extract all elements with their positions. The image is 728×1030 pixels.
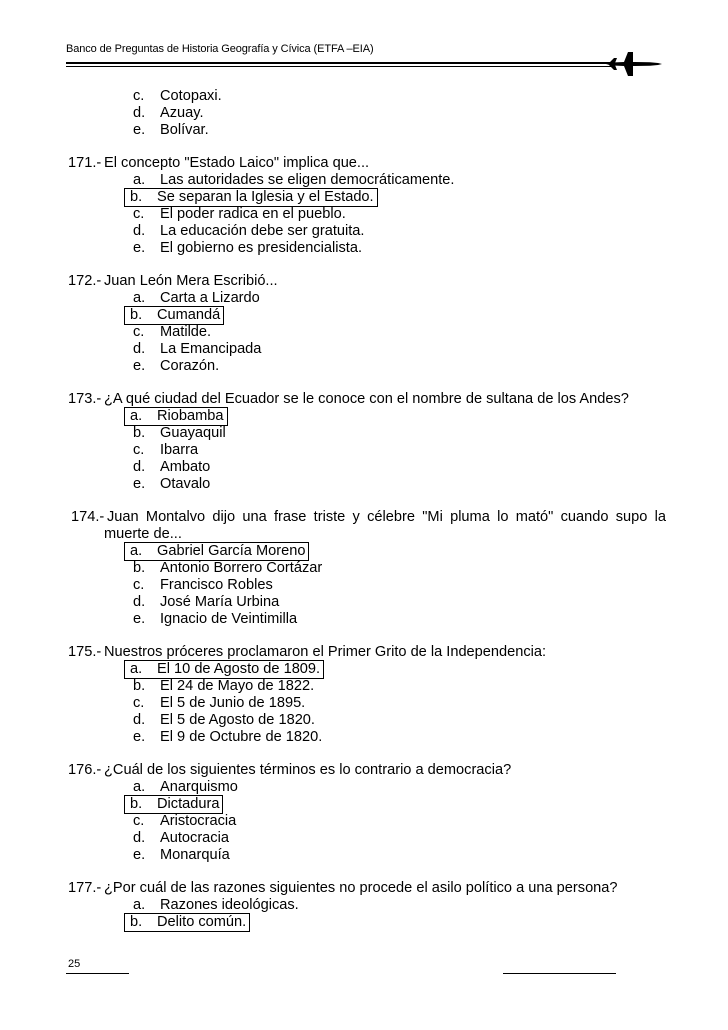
answer-option bbox=[68, 358, 666, 375]
option-list bbox=[68, 779, 666, 864]
option-text: Francisco Robles bbox=[160, 577, 273, 593]
continued-options bbox=[68, 88, 666, 139]
option-list bbox=[68, 88, 666, 139]
question-text: ¿Cuál de los siguientes términos es lo contrario a democracia? bbox=[104, 762, 512, 778]
option-text-wrap bbox=[128, 223, 364, 240]
correct-answer-box bbox=[125, 189, 377, 206]
question-number: 172.- bbox=[68, 273, 102, 289]
option-text: Cumandá bbox=[157, 307, 221, 323]
option-text: Anarquismo bbox=[160, 779, 238, 795]
correct-answer-box bbox=[125, 914, 249, 931]
answer-option bbox=[68, 914, 666, 931]
question-text: Juan Montalvo dijo una frase triste y célebre "Mi pluma lo mató" cuando supo la muerte de... bbox=[104, 509, 666, 542]
option-text: Guayaquil bbox=[160, 425, 226, 441]
correct-answer-box bbox=[125, 543, 308, 560]
question-stem bbox=[68, 273, 666, 290]
option-letter: d. bbox=[133, 712, 146, 728]
option-letter: d. bbox=[133, 594, 146, 610]
answer-option bbox=[68, 779, 666, 796]
option-text-wrap bbox=[128, 847, 230, 864]
option-letter: a. bbox=[133, 172, 146, 188]
option-text-wrap bbox=[128, 459, 210, 476]
option-list bbox=[68, 172, 666, 257]
option-text-wrap bbox=[128, 813, 236, 830]
question-block bbox=[68, 509, 666, 628]
question-stem bbox=[68, 391, 666, 408]
option-text: Antonio Borrero Cortázar bbox=[160, 560, 323, 576]
option-letter: a. bbox=[130, 661, 143, 677]
question-text: ¿Por cuál de las razones siguientes no procede el asilo político a una persona? bbox=[104, 880, 618, 896]
question-number: 176.- bbox=[68, 762, 102, 778]
question-text: El concepto "Estado Laico" implica que... bbox=[104, 155, 370, 171]
option-text: Monarquía bbox=[160, 847, 230, 863]
answer-option bbox=[68, 796, 666, 813]
option-letter: b. bbox=[130, 189, 143, 205]
correct-answer-box bbox=[125, 661, 323, 678]
answer-option bbox=[68, 189, 666, 206]
question-content bbox=[68, 88, 666, 947]
option-text-wrap bbox=[128, 476, 210, 493]
option-letter: b. bbox=[133, 678, 146, 694]
option-letter: c. bbox=[133, 442, 145, 458]
footer-rule-left bbox=[66, 973, 129, 974]
option-letter: a. bbox=[130, 543, 143, 559]
answer-option bbox=[68, 813, 666, 830]
option-text-wrap bbox=[128, 729, 322, 746]
question-block bbox=[68, 644, 666, 746]
answer-option bbox=[68, 122, 666, 139]
question-text: Nuestros próceres proclamaron el Primer Grito de la Independencia: bbox=[104, 644, 547, 660]
option-list bbox=[68, 543, 666, 628]
option-list bbox=[68, 661, 666, 746]
option-text: Las autoridades se eligen democráticamente. bbox=[160, 172, 455, 188]
option-text: El 10 de Agosto de 1809. bbox=[157, 661, 321, 677]
question-list bbox=[68, 155, 666, 931]
option-text: Azuay. bbox=[160, 105, 204, 121]
question-stem bbox=[68, 509, 666, 543]
question-number: 177.- bbox=[68, 880, 102, 896]
option-text-wrap bbox=[128, 779, 238, 796]
answer-option bbox=[68, 594, 666, 611]
option-letter: a. bbox=[133, 897, 146, 913]
jet-airplane-icon bbox=[606, 50, 662, 78]
option-letter: e. bbox=[133, 847, 146, 863]
answer-option bbox=[68, 577, 666, 594]
footer-rule-right bbox=[503, 973, 616, 974]
option-text: El 5 de Agosto de 1820. bbox=[160, 712, 315, 728]
question-stem bbox=[68, 155, 666, 172]
answer-option bbox=[68, 847, 666, 864]
option-text-wrap bbox=[128, 594, 279, 611]
option-text: El gobierno es presidencialista. bbox=[160, 240, 362, 256]
option-text: Aristocracia bbox=[160, 813, 237, 829]
option-letter: c. bbox=[133, 88, 145, 104]
question-number: 175.- bbox=[68, 644, 102, 660]
answer-option bbox=[68, 105, 666, 122]
option-letter: d. bbox=[133, 341, 146, 357]
question-stem bbox=[68, 880, 666, 897]
option-text-wrap bbox=[128, 290, 260, 307]
answer-option bbox=[68, 425, 666, 442]
option-text-wrap bbox=[128, 172, 454, 189]
option-text: Delito común. bbox=[157, 914, 247, 930]
option-letter: a. bbox=[133, 779, 146, 795]
option-text: Se separan la Iglesia y el Estado. bbox=[157, 189, 374, 205]
option-letter: a. bbox=[130, 408, 143, 424]
option-text: Matilde. bbox=[160, 324, 212, 340]
option-text-wrap bbox=[128, 122, 209, 139]
header-rule-thin bbox=[66, 66, 611, 67]
question-number: 173.- bbox=[68, 391, 102, 407]
option-letter: e. bbox=[133, 122, 146, 138]
option-text: Gabriel García Moreno bbox=[157, 543, 306, 559]
running-header: Banco de Preguntas de Historia Geografía y Cívica (ETFA –EIA) bbox=[66, 43, 374, 55]
option-text-wrap bbox=[128, 560, 322, 577]
question-number: 171.- bbox=[68, 155, 102, 171]
question-block bbox=[68, 391, 666, 493]
option-text: Ignacio de Veintimilla bbox=[160, 611, 298, 627]
answer-option bbox=[68, 678, 666, 695]
option-text: Corazón. bbox=[160, 358, 220, 374]
header-rule-thick bbox=[66, 62, 611, 64]
question-number: 174.- bbox=[71, 509, 105, 525]
answer-option bbox=[68, 324, 666, 341]
option-text-wrap bbox=[128, 695, 305, 712]
option-text: Razones ideológicas. bbox=[160, 897, 299, 913]
answer-option bbox=[68, 341, 666, 358]
answer-option bbox=[68, 560, 666, 577]
option-text: Autocracia bbox=[160, 830, 229, 846]
question-block bbox=[68, 880, 666, 931]
option-letter: b. bbox=[133, 560, 146, 576]
answer-option bbox=[68, 223, 666, 240]
question-block bbox=[68, 273, 666, 375]
option-text-wrap bbox=[128, 206, 346, 223]
option-letter: a. bbox=[133, 290, 146, 306]
option-text: El 5 de Junio de 1895. bbox=[160, 695, 306, 711]
option-letter: c. bbox=[133, 324, 145, 340]
question-block bbox=[68, 762, 666, 864]
question-stem bbox=[68, 762, 666, 779]
correct-answer-box bbox=[125, 796, 222, 813]
option-text-wrap bbox=[128, 341, 261, 358]
option-text: Otavalo bbox=[160, 476, 211, 492]
option-text: El 9 de Octubre de 1820. bbox=[160, 729, 323, 745]
option-text: José María Urbina bbox=[160, 594, 280, 610]
option-letter: c. bbox=[133, 695, 145, 711]
answer-option bbox=[68, 830, 666, 847]
question-text: ¿A qué ciudad del Ecuador se le conoce con el nombre de sultana de los Andes? bbox=[104, 391, 629, 407]
answer-option bbox=[68, 88, 666, 105]
answer-option bbox=[68, 459, 666, 476]
option-text: Bolívar. bbox=[160, 122, 209, 138]
option-letter: b. bbox=[133, 425, 146, 441]
option-letter: e. bbox=[133, 240, 146, 256]
answer-option bbox=[68, 240, 666, 257]
answer-option bbox=[68, 611, 666, 628]
option-letter: c. bbox=[133, 577, 145, 593]
option-letter: c. bbox=[133, 206, 145, 222]
option-text: Ambato bbox=[160, 459, 211, 475]
option-list bbox=[68, 408, 666, 493]
option-text-wrap bbox=[128, 442, 198, 459]
answer-option bbox=[68, 712, 666, 729]
option-text-wrap bbox=[128, 324, 211, 341]
option-text-wrap bbox=[128, 678, 314, 695]
option-letter: e. bbox=[133, 729, 146, 745]
question-stem bbox=[68, 644, 666, 661]
option-text: El poder radica en el pueblo. bbox=[160, 206, 346, 222]
option-letter: b. bbox=[130, 796, 143, 812]
correct-answer-box bbox=[125, 408, 227, 425]
answer-option bbox=[68, 307, 666, 324]
option-text-wrap bbox=[128, 712, 315, 729]
option-list bbox=[68, 897, 666, 931]
option-text: La Emancipada bbox=[160, 341, 262, 357]
answer-option bbox=[68, 897, 666, 914]
option-letter: d. bbox=[133, 830, 146, 846]
question-text: Juan León Mera Escribió... bbox=[104, 273, 278, 289]
option-text-wrap bbox=[128, 611, 297, 628]
option-letter: e. bbox=[133, 611, 146, 627]
option-letter: e. bbox=[133, 476, 146, 492]
option-letter: d. bbox=[133, 223, 146, 239]
option-list bbox=[68, 290, 666, 375]
question-block bbox=[68, 155, 666, 257]
answer-option bbox=[68, 206, 666, 223]
option-text: Ibarra bbox=[160, 442, 199, 458]
answer-option bbox=[68, 408, 666, 425]
option-text-wrap bbox=[128, 830, 229, 847]
answer-option bbox=[68, 172, 666, 189]
option-text-wrap bbox=[128, 240, 362, 257]
option-text-wrap bbox=[128, 358, 219, 375]
answer-option bbox=[68, 290, 666, 307]
option-text-wrap bbox=[128, 88, 222, 105]
page-number: 25 bbox=[68, 958, 81, 970]
option-text: El 24 de Mayo de 1822. bbox=[160, 678, 315, 694]
option-text: Riobamba bbox=[157, 408, 224, 424]
option-text-wrap bbox=[128, 425, 226, 442]
answer-option bbox=[68, 661, 666, 678]
option-text: La educación debe ser gratuita. bbox=[160, 223, 365, 239]
correct-answer-box bbox=[125, 307, 223, 324]
option-letter: b. bbox=[130, 307, 143, 323]
option-letter: d. bbox=[133, 459, 146, 475]
answer-option bbox=[68, 476, 666, 493]
option-text-wrap bbox=[128, 105, 204, 122]
option-letter: d. bbox=[133, 105, 146, 121]
answer-option bbox=[68, 729, 666, 746]
option-text: Cotopaxi. bbox=[160, 88, 222, 104]
option-text: Carta a Lizardo bbox=[160, 290, 260, 306]
answer-option bbox=[68, 695, 666, 712]
option-text-wrap bbox=[128, 897, 299, 914]
option-letter: c. bbox=[133, 813, 145, 829]
option-letter: b. bbox=[130, 914, 143, 930]
option-text: Dictadura bbox=[157, 796, 220, 812]
option-text-wrap bbox=[128, 577, 273, 594]
answer-option bbox=[68, 442, 666, 459]
answer-option bbox=[68, 543, 666, 560]
option-letter: e. bbox=[133, 358, 146, 374]
